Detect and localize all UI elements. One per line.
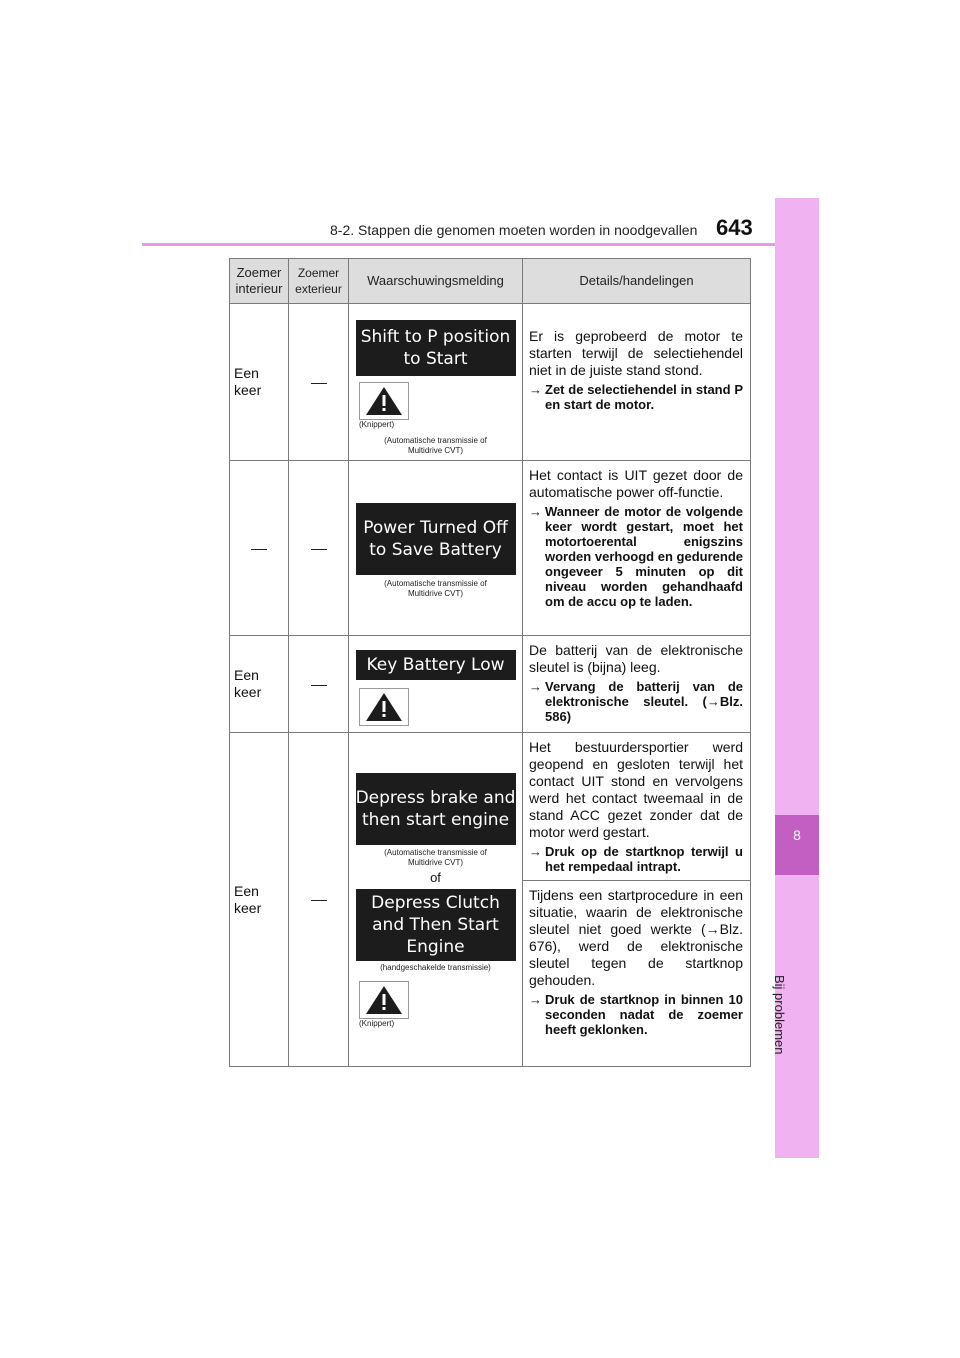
- message-screen: Shift to P position to Start: [356, 320, 516, 376]
- action-text: Wanneer de motor de volgende keer wordt gestart, moet het motortoerental enigszins worden verhoogd en gedurende ongeveer 5 minuten op dit niveau worden gehandhaafd om de accu op te laden.: [545, 504, 743, 609]
- zoemer-interieur-cell: Een keer: [230, 733, 289, 1067]
- action-row: [529, 679, 743, 724]
- message-screen: Power Turned Off to Save Battery: [356, 503, 516, 575]
- dash-mark: [251, 549, 267, 550]
- right-arrow-icon: →: [529, 504, 542, 519]
- column-header: Zoemer interieur: [230, 259, 289, 304]
- dash-mark: [311, 383, 327, 384]
- transmission-caption: (Automatische transmissie of Multidrive CVT): [384, 436, 487, 455]
- action-text: Druk de startknop in binnen 10 seconden nadat de zoemer heeft geklonken.: [545, 992, 743, 1037]
- table-row: [230, 733, 751, 1067]
- message-cell: [349, 304, 523, 461]
- detail-cell: [523, 461, 751, 636]
- zoemer-exterieur-cell: [289, 733, 349, 1067]
- message-screen: Depress brake and then start engine: [356, 773, 516, 845]
- zoemer-exterieur-cell: [289, 461, 349, 636]
- warning-triangle-icon: [359, 981, 409, 1019]
- zoemer-interieur-cell: Een keer: [230, 304, 289, 461]
- detail-cell: [523, 636, 751, 733]
- or-text: of: [430, 870, 441, 885]
- zoemer-interieur-cell: [230, 461, 289, 636]
- warning-triangle-icon: [359, 382, 409, 420]
- transmission-caption: (Automatische transmissie of Multidrive CVT): [384, 579, 487, 598]
- action-row: [529, 844, 743, 874]
- zoemer-interieur-cell: Een keer: [230, 636, 289, 733]
- action-row: [529, 992, 743, 1037]
- message-cell: [349, 733, 523, 1067]
- message-screen: Key Battery Low: [356, 650, 516, 680]
- page-number: 643: [716, 215, 753, 240]
- message-cell: [349, 636, 523, 733]
- table-row: [230, 304, 751, 461]
- column-header: Details/handelingen: [523, 259, 751, 304]
- message-cell: [349, 461, 523, 636]
- detail-text: De batterij van de elektronische sleutel is (bijna) leeg.: [529, 642, 743, 675]
- right-arrow-icon: →: [529, 382, 542, 397]
- warning-table: [229, 258, 751, 1067]
- action-text: Druk op de startknop terwijl u het rempedaal intrapt.: [545, 844, 743, 874]
- table-header-row: [230, 259, 751, 304]
- action-row: [529, 504, 743, 609]
- zoemer-exterieur-cell: [289, 636, 349, 733]
- chapter-label: Bij problemen: [772, 975, 787, 1055]
- dash-mark: [311, 549, 327, 550]
- section-title: 8-2. Stappen die genomen moeten worden in noodgevallen: [330, 222, 698, 238]
- chapter-number: 8: [793, 827, 801, 843]
- action-text: Zet de selectiehendel in stand P en start de motor.: [545, 382, 743, 412]
- detail-divider: [523, 880, 750, 881]
- detail-text: Tijdens een startprocedure in een situatie, waarin de elektronische sleutel niet goed werkte (→Blz. 676), werd de elektronische sleutel tegen de startknop gehouden.: [529, 887, 743, 988]
- transmission-caption: (handgeschakelde transmissie): [380, 963, 491, 972]
- action-row: [529, 382, 743, 412]
- blink-note: (Knippert): [359, 420, 395, 429]
- message-screen: Depress Clutch and Then Start Engine: [356, 889, 516, 961]
- detail-cell: [523, 304, 751, 461]
- action-text: Vervang de batterij van de elektronische sleutel. (→Blz. 586): [545, 679, 743, 724]
- warning-triangle-icon: [359, 688, 409, 726]
- detail-text: Het bestuurdersportier werd geopend en gesloten terwijl het contact UIT stond en vervolgens werd het contact tweemaal in de stand ACC gezet zonder dat de motor werd gestart.: [529, 739, 743, 840]
- right-arrow-icon: →: [529, 844, 542, 859]
- detail-text: Er is geprobeerd de motor te starten terwijl de selectiehendel niet in de juiste stand stond.: [529, 328, 743, 378]
- right-arrow-icon: →: [529, 992, 542, 1007]
- header-divider: [142, 243, 818, 246]
- detail-text: Het contact is UIT gezet door de automatische power off-functie.: [529, 467, 743, 500]
- zoemer-exterieur-cell: [289, 304, 349, 461]
- detail-cell: [523, 733, 751, 1067]
- table-row: [230, 636, 751, 733]
- table-row: [230, 461, 751, 636]
- transmission-caption: (Automatische transmissie of Multidrive CVT): [384, 848, 487, 867]
- dash-mark: [311, 685, 327, 686]
- column-header: Waarschuwingsmelding: [349, 259, 523, 304]
- chapter-tab-active[interactable]: [775, 815, 819, 875]
- right-arrow-icon: →: [529, 679, 542, 694]
- blink-note: (Knippert): [359, 1019, 395, 1028]
- dash-mark: [311, 900, 327, 901]
- column-header: Zoemer exterieur: [289, 259, 349, 304]
